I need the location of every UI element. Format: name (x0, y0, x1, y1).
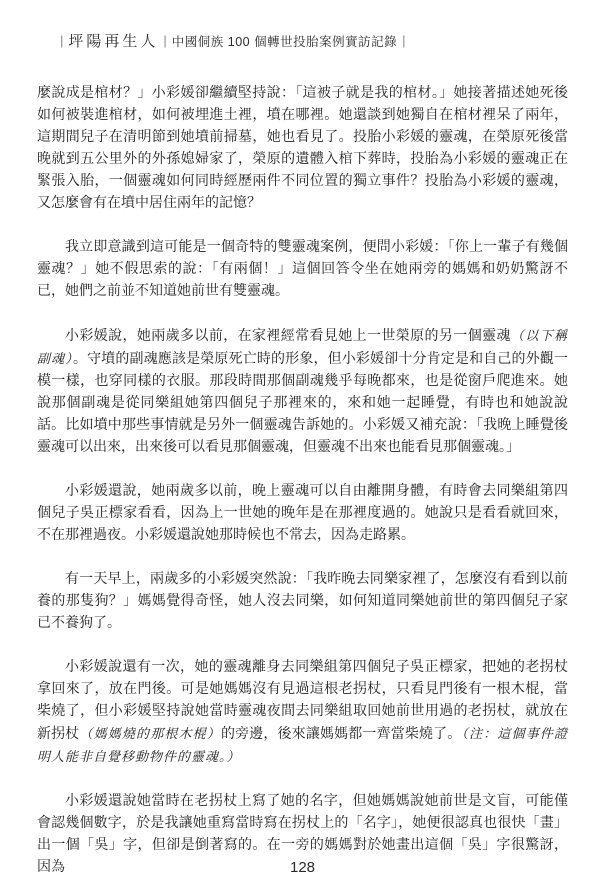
body-paragraph: 我立即意識到這可能是一個奇特的雙靈魂案例，便問小彩媛：「你上一輩子有幾個靈魂？」她不假思索的說：「有兩個！」這個回答令坐在她兩旁的媽媽和奶奶驚訝不已，她們之前並不知道她前世有雙靈魂。 (37, 240, 568, 299)
book-title: 坪陽再生人 (68, 34, 159, 50)
body-paragraph: 有一天早上，兩歲多的小彩媛突然說：「我昨晚去同樂家裡了，怎麼沒有看到以前養的那隻狗？」媽媽覺得奇怪，她人沒去同樂，如何知道同樂她前世的第四個兒子家已不養狗了。 (37, 572, 568, 631)
header-separator-bar: | (402, 33, 406, 48)
header-separator-bar: | (60, 33, 64, 48)
body-paragraph: 小彩媛說還有一次，她的靈魂離身去同樂組第四個兒子吳正標家，把她的老拐杖拿回來了，放在門後。可是她媽媽沒有見過這根老拐杖，只看見門後有一根木棍，當柴燒了，但小彩媛堅持說她當時靈魂夜間去同樂組取回她前世用過的老拐杖，就放在新拐杖（媽媽燒的那根木棍）的旁邊，後來讓媽媽都一齊當柴燒了。（注：這個事件證明人能非自覺移動物件的靈魂。） (37, 660, 568, 764)
running-header (55, 30, 411, 51)
body-paragraph: 麼說成是棺材？」小彩媛卻繼續堅持說：「這被子就是我的棺材。」她接著描述她死後如何被裝進棺材，如何被埋進土裡，墳在哪裡。她還談到她獨自在棺材裡呆了兩年，這期間兒子在清明節到她墳前掃墓，她也看見了。投胎小彩媛的靈魂，在榮原死後當晚就到五公里外的外孫媳婦家了，榮原的遺體入棺下葬時，投胎為小彩媛的靈魂正在緊張入胎，一個靈魂如何同時經歷兩件不同位置的獨立事件？投胎為小彩媛的靈魂，又怎麼會有在墳中居住兩年的記憶？ (37, 86, 568, 211)
book-subtitle: 中國侗族 100 個轉世投胎案例實訪記錄 (171, 34, 398, 49)
body-paragraph: 小彩媛還說，她兩歲多以前，晚上靈魂可以自由離開身體，有時會去同樂組第四個兒子吳正標家看看，因為上一世她的晚年是在那裡度過的。她說只是看看就回來，不在那裡過夜。小彩媛還說她那時候也不常去，因為走路累。 (37, 484, 568, 543)
header-separator-bar: | (163, 33, 167, 48)
page-number: 128 (289, 859, 316, 876)
body-paragraph: 小彩媛說，她兩歲多以前，在家裡經常看見她上一世榮原的另一個靈魂（以下稱副魂）。守墳的副魂應該是榮原死亡時的形象，但小彩媛卻十分肯定是和自己的外觀一模一樣，也穿同樣的衣服。那段時間那個副魂幾乎每晚都來，也是從窗戶爬進來。她說那個副魂是從同樂組她第四個兒子那裡來的，來和她一起睡覺，有時也和她說說話。比如墳中那些事情就是另外一個靈魂告訴她的。小彩媛又補充說：「我晚上睡覺後靈魂可以出來，出來後可以看見那個靈魂，但靈魂不出來也能看見那個靈魂。」 (37, 328, 568, 455)
body-paragraph: 小彩媛還說她當時在老拐杖上寫了她的名字，但她媽媽說她前世是文盲，可能僅會認幾個數字，於是我讓她重寫當時寫在拐杖上的「名字」，她便很認真也很快「畫」出一個「吳」字，但卻是倒著寫的。在一旁的媽媽對於她畫出這個「吳」字很驚訝，因為 (37, 794, 568, 875)
page-body (37, 83, 568, 896)
